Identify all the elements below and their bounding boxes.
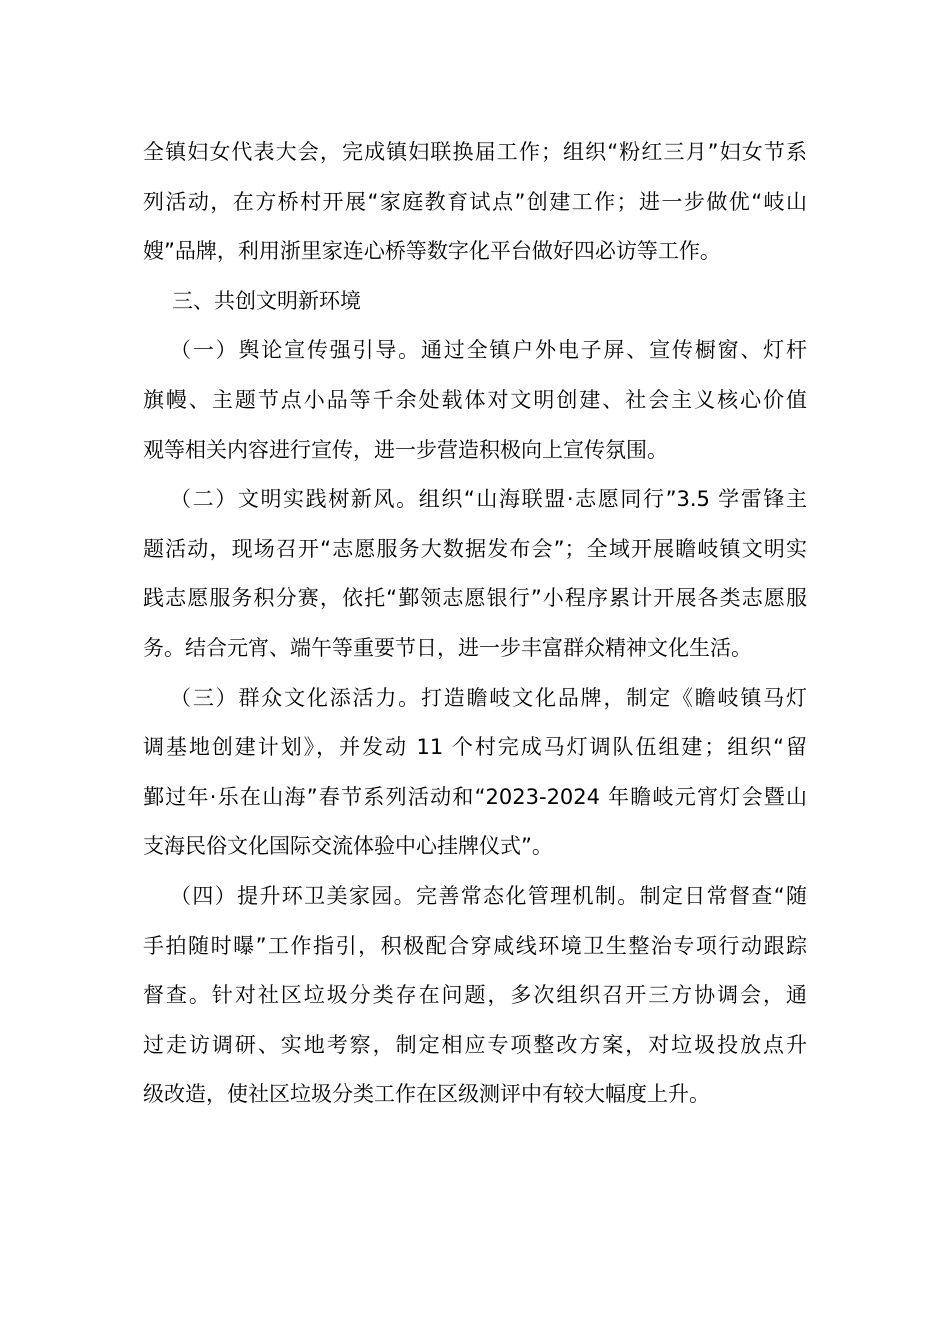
paragraph-line: 嫂”品牌，利用浙里家连心桥等数字化平台做好四必访等工作。 xyxy=(143,239,721,264)
paragraph-line: 观等相关内容进行宣传，进一步营造积极向上宣传氛围。 xyxy=(143,437,668,462)
paragraph-line: （一）舆论宣传强引导。通过全镇户外电子屏、宣传橱窗、灯杆 xyxy=(170,338,807,363)
paragraph-line: （二）文明实践树新风。组织“山海联盟·志愿同行”3.5 学雷锋主 xyxy=(170,487,807,512)
paragraph-line: 全镇妇女代表大会，完成镇妇联换届工作；组织“粉红三月”妇女节系 xyxy=(143,140,807,164)
paragraph-line: （四）提升环卫美家园。完善常态化管理机制。制定日常督查“随 xyxy=(170,883,807,908)
paragraph-line: 调基地创建计划》，并发动 11 个村完成马灯调队伍组建；组织“留 xyxy=(143,735,807,760)
paragraph-line: 督查。针对社区垃圾分类存在问题，多次组织召开三方协调会，通 xyxy=(143,983,807,1008)
paragraph-line: 务。结合元宵、端午等重要节日，进一步丰富群众精神文化生活。 xyxy=(143,635,752,660)
paragraph-line: 旗幔、主题节点小品等千余处载体对文明创建、社会主义核心价值 xyxy=(143,387,807,412)
section-heading: 三、共创文明新环境 xyxy=(172,288,361,313)
paragraph-line: 手拍随时曝”工作指引，积极配合穿咸线环境卫生整治专项行动跟踪 xyxy=(143,933,807,958)
document-body xyxy=(143,128,807,1120)
paragraph-line: 列活动，在方桥村开展“家庭教育试点”创建工作；进一步做优“岐山 xyxy=(143,189,807,214)
paragraph-line: 题活动，现场召开“志愿服务大数据发布会”；全域开展瞻岐镇文明实 xyxy=(143,536,807,561)
paragraph-line: （三）群众文化添活力。打造瞻岐文化品牌，制定《瞻岐镇马灯 xyxy=(170,685,807,710)
paragraph-line: 鄞过年·乐在山海”春节系列活动和“2023-2024 年瞻岐元宵灯会暨山 xyxy=(143,784,807,809)
paragraph-line: 级改造，使社区垃圾分类工作在区级测评中有较大幅度上升。 xyxy=(143,1082,710,1107)
paragraph-line: 支海民俗文化国际交流体验中心挂牌仪式”。 xyxy=(143,834,553,859)
paragraph-line: 践志愿服务积分赛，依托“鄞领志愿银行”小程序累计开展各类志愿服 xyxy=(143,586,807,611)
paragraph-line: 过走访调研、实地考察，制定相应专项整改方案，对垃圾投放点升 xyxy=(143,1032,807,1057)
